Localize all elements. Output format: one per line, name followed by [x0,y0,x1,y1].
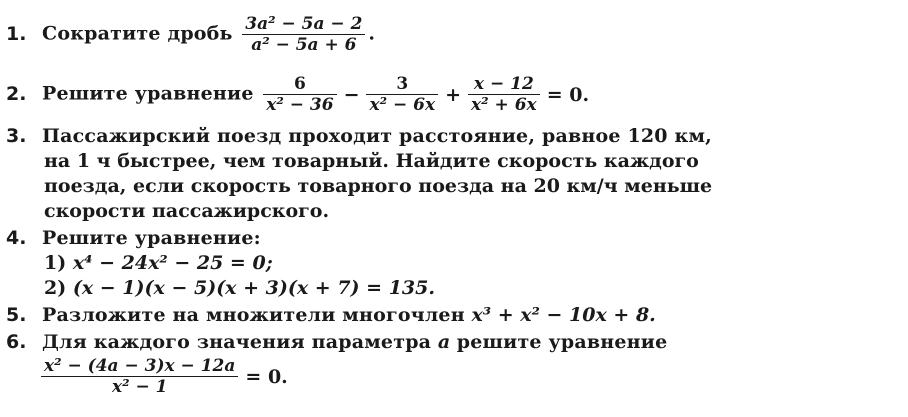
problem-text: Решите уравнение [42,82,254,105]
equation-tail: = 0. [245,365,288,388]
problem-number: 5. [6,304,27,326]
operator: − [343,83,360,106]
fraction-1 [263,74,336,115]
problem-text-line-2: на 1 ч быстрее, чем товарный. Найдите скорость каждого [44,150,699,172]
problem-text: Сократите дробь [42,22,233,45]
fraction-2 [366,74,438,115]
fraction-numerator: x² − (4a − 3)x − 12a [41,356,238,377]
fraction-numerator: 3a² − 5a − 2 [242,14,365,35]
problem-text: Для каждого значения параметра [42,331,432,353]
problem-text-line-1: Пассажирский поезд проходит расстояние, равное 120 км, [42,125,712,147]
sub-item-2 [44,276,435,300]
problem-3 [6,124,712,148]
problem-text: Разложите на множители многочлен [42,304,465,326]
problem-text: Решите уравнение: [42,227,261,249]
problem-text-line-3: поезда, если скорость товарного поезда на 20 км/ч меньше [44,175,713,197]
problem-6-equation [38,356,292,397]
punctuation: . [368,22,376,45]
polynomial: x³ + x² − 10x + 8. [471,304,656,326]
fraction-denominator: x² + 6x [471,95,537,115]
fraction-numerator: 3 [366,74,438,95]
problem-4 [6,226,261,250]
problem-number: 2. [6,82,27,105]
problem-6 [6,330,667,354]
problem-2 [6,74,593,115]
fraction-3 [468,74,540,115]
fraction-denominator: a² − 5a + 6 [251,35,357,55]
parameter: a [437,331,451,353]
problem-text-2: решите уравнение [456,331,668,353]
sub-item-label: 1) [44,252,67,274]
fraction [242,14,365,55]
problem-5 [6,303,656,327]
problem-number: 3. [6,125,27,147]
fraction-denominator: x² − 36 [266,95,334,115]
problem-text-line-4: скорости пассажирского. [44,200,330,222]
problem-number: 6. [6,331,27,353]
sub-item-1 [44,251,273,275]
operator: + [445,83,462,106]
fraction [41,356,238,397]
equation: x⁴ − 24x² − 25 = 0; [72,252,273,274]
equation-tail: = 0. [546,83,590,106]
problem-1 [6,14,375,55]
fraction-denominator: x² − 1 [111,377,168,397]
equation: (x − 1)(x − 5)(x + 3)(x + 7) = 135. [72,277,435,299]
sub-item-label: 2) [44,277,67,299]
problem-number: 4. [6,227,27,249]
problem-number: 1. [6,22,27,45]
fraction-numerator: 6 [263,74,336,95]
fraction-numerator: x − 12 [468,74,540,95]
fraction-denominator: x² − 6x [369,95,436,115]
